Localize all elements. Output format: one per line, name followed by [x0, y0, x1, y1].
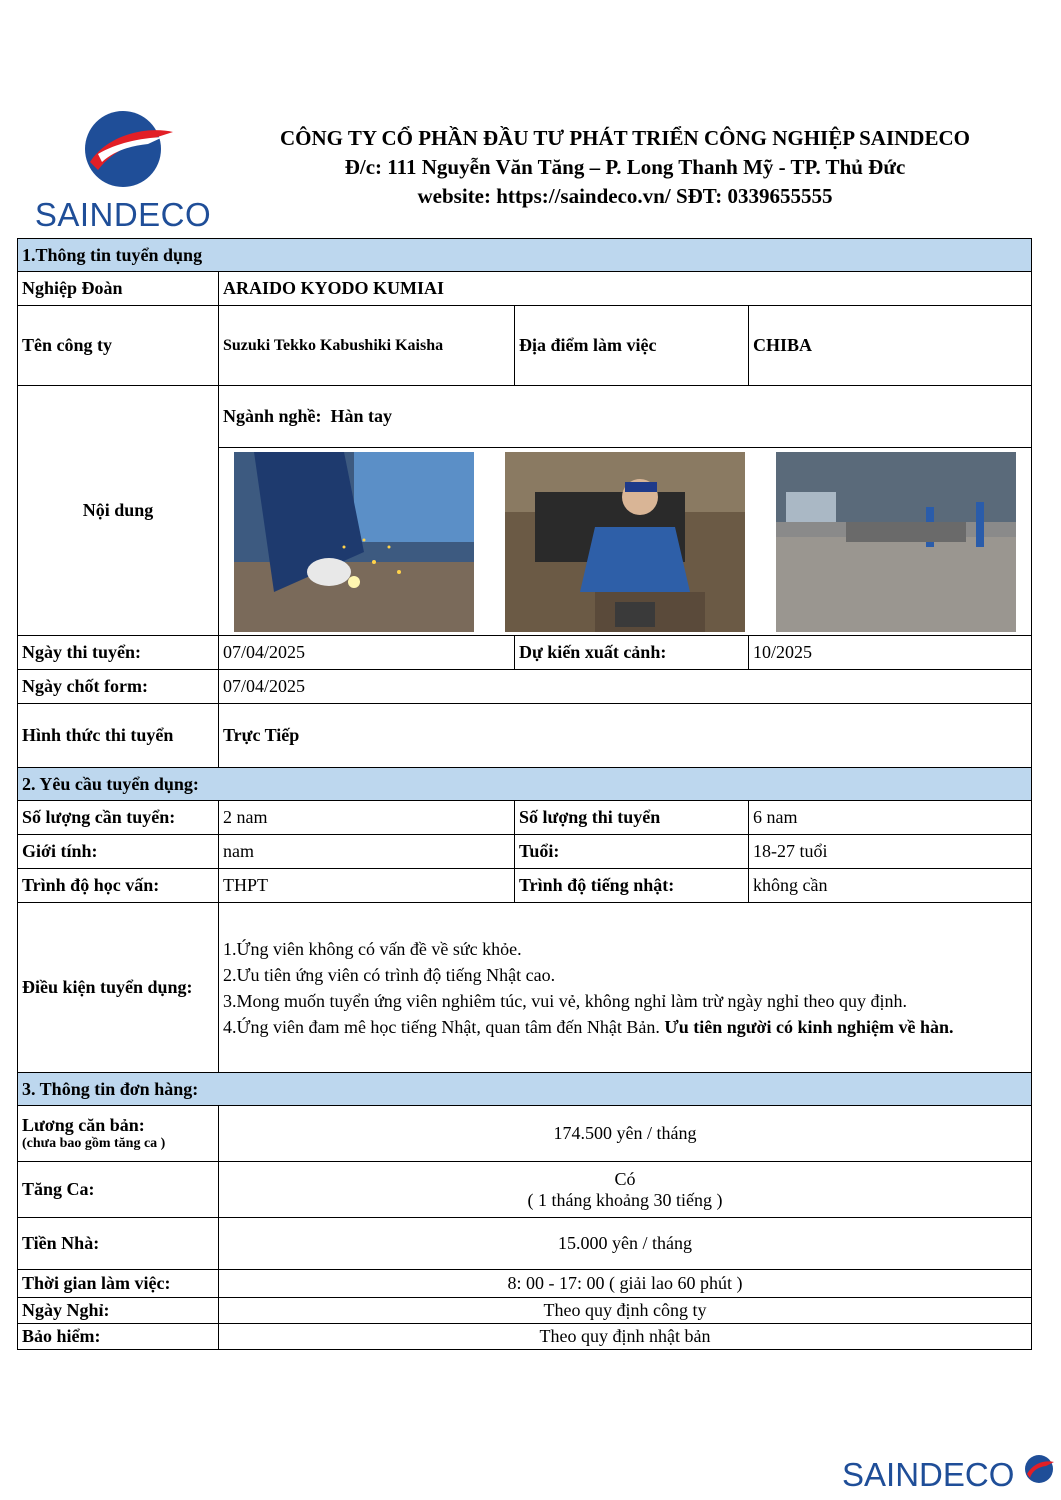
housing-label: Tiền Nhà:: [18, 1218, 219, 1270]
factory-photo: [776, 452, 1016, 632]
saindeco-logo: [28, 104, 218, 234]
form-deadline-label: Ngày chốt form:: [18, 670, 219, 704]
footer-logo: [842, 1452, 1057, 1498]
recruitment-table: [17, 238, 1032, 1350]
japanese-value: không cần: [749, 869, 1032, 903]
hours-value: 8: 00 - 17: 00 ( giải lao 60 phút ): [219, 1270, 1032, 1298]
location-value: CHIBA: [749, 306, 1032, 386]
section3-title: 3. Thông tin đơn hàng:: [18, 1073, 1032, 1106]
logo-text: SAINDECO: [34, 196, 212, 233]
overtime-note: ( 1 tháng khoảng 30 tiếng ): [527, 1189, 723, 1210]
overtime-label: Tăng Ca:: [18, 1162, 219, 1218]
photos-cell: [219, 448, 1032, 636]
exam-date-value: 07/04/2025: [219, 636, 515, 670]
company-contact: website: https://saindeco.vn/ SĐT: 0339655555: [417, 184, 833, 208]
condition-text: 4.Ứng viên đam mê học tiếng Nhật, quan tâm đến Nhật Bản.: [223, 1016, 665, 1037]
content-label: Nội dung: [18, 386, 219, 636]
conditions-label: Điều kiện tuyển dụng:: [18, 903, 219, 1073]
company-value: Suzuki Tekko Kabushiki Kaisha: [219, 306, 515, 386]
condition-item: 1.Ứng viên không có vấn đề về sức khỏe.: [223, 938, 522, 959]
salary-value: 174.500 yên / tháng: [219, 1106, 1032, 1162]
section1-title: 1.Thông tin tuyển dụng: [18, 239, 1032, 272]
holiday-value: Theo quy định công ty: [219, 1298, 1032, 1324]
condition-item: 3.Mong muốn tuyển ứng viên nghiêm túc, vui vẻ, không nghỉ làm trừ ngày nghỉ theo quy định.: [223, 990, 907, 1011]
departure-label: Dự kiến xuất cảnh:: [515, 636, 749, 670]
insurance-value: Theo quy định nhật bản: [219, 1324, 1032, 1350]
condition-item: 2.Ưu tiên ứng viên có trình độ tiếng Nhật cao.: [223, 964, 556, 985]
overtime-value: Có: [614, 1168, 636, 1189]
document-header: [0, 0, 1061, 240]
condition-emphasis: Ưu tiên người có kinh nghiệm về hàn.: [664, 1016, 954, 1037]
form-deadline-value: 07/04/2025: [219, 670, 1032, 704]
overtime-cell: [219, 1162, 1032, 1218]
company-address: Đ/c: 111 Nguyễn Văn Tăng – P. Long Thanh Mỹ - TP. Thủ Đức: [344, 155, 906, 179]
japanese-label: Trình độ tiếng nhật:: [515, 869, 749, 903]
job-value: Hàn tay: [330, 406, 393, 426]
exam-count-value: 6 nam: [749, 801, 1032, 835]
union-label: Nghiệp Đoàn: [18, 272, 219, 306]
exam-type-value: Trực Tiếp: [219, 704, 1032, 768]
job-label: Ngành nghề:: [223, 406, 322, 426]
insurance-label: Bảo hiểm:: [18, 1324, 219, 1350]
education-label: Trình độ học vấn:: [18, 869, 219, 903]
company-name: CÔNG TY CỔ PHẦN ĐẦU TƯ PHÁT TRIỂN CÔNG NGHIỆP SAINDECO: [280, 126, 970, 150]
gender-label: Giới tính:: [18, 835, 219, 869]
gender-value: nam: [219, 835, 515, 869]
welding-photo-2: [505, 452, 745, 632]
section2-title: 2. Yêu cầu tuyển dụng:: [18, 768, 1032, 801]
need-value: 2 nam: [219, 801, 515, 835]
condition-item: [223, 1014, 1027, 1040]
age-label: Tuổi:: [515, 835, 749, 869]
need-label: Số lượng cần tuyển:: [18, 801, 219, 835]
exam-type-label: Hình thức thi tuyển: [18, 704, 219, 768]
company-info: [220, 124, 1030, 211]
job-row: [219, 386, 1032, 448]
logo-emblem-icon: [28, 104, 218, 199]
salary-label: Lương căn bản:: [22, 1115, 145, 1135]
departure-value: 10/2025: [749, 636, 1032, 670]
footer-logo-emblem-icon: [1022, 1452, 1056, 1486]
conditions-list: [219, 903, 1032, 1073]
footer-logo-text: SAINDECO: [842, 1456, 1015, 1493]
location-label: Địa điểm làm việc: [515, 306, 749, 386]
union-value: ARAIDO KYODO KUMIAI: [219, 272, 1032, 306]
company-label: Tên công ty: [18, 306, 219, 386]
holiday-label: Ngày Nghỉ:: [18, 1298, 219, 1324]
housing-value: 15.000 yên / tháng: [219, 1218, 1032, 1270]
age-value: 18-27 tuổi: [749, 835, 1032, 869]
hours-label: Thời gian làm việc:: [18, 1270, 219, 1298]
exam-count-label: Số lượng thi tuyển: [515, 801, 749, 835]
photo-gallery: [219, 449, 1031, 634]
salary-label-cell: [18, 1106, 219, 1162]
welding-photo-1: [234, 452, 474, 632]
salary-note: (chưa bao gồm tăng ca ): [22, 1136, 166, 1151]
education-value: THPT: [219, 869, 515, 903]
exam-date-label: Ngày thi tuyển:: [18, 636, 219, 670]
